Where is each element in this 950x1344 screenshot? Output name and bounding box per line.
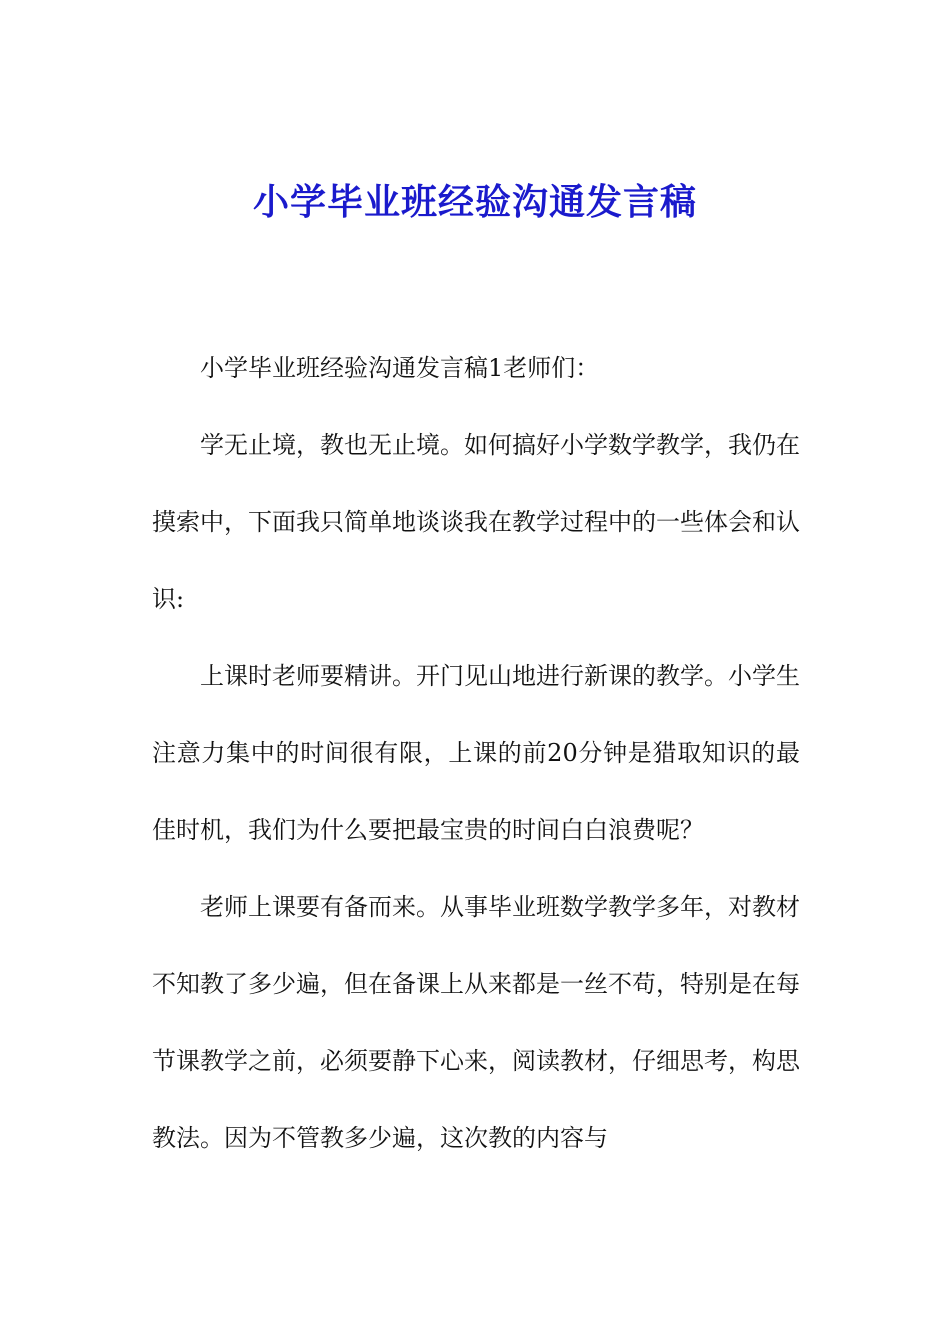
document-body (152, 330, 800, 1177)
paragraph-lecture: 上课时老师要精讲。开门见山地进行新课的教学。小学生注意力集中的时间很有限，上课的前20分钟是猎取知识的最佳时机，我们为什么要把最宝贵的时间白白浪费呢？ (152, 662, 800, 844)
paragraph-greeting: 小学毕业班经验沟通发言稿1老师们： (200, 354, 600, 382)
paragraph-preparation: 老师上课要有备而来。从事毕业班数学教学多年，对教材不知教了多少遍，但在备课上从来都是一丝不苟，特别是在每节课教学之前，必须要静下心来，阅读教材，仔细思考，构思教法。因为不管教多少遍，这次教的内容与 (152, 893, 800, 1152)
paragraph-intro: 学无止境，教也无止境。如何搞好小学数学教学，我仍在摸索中，下面我只简单地谈谈我在教学过程中的一些体会和认识: (152, 431, 800, 613)
document-title: 小学毕业班经验沟通发言稿 (252, 181, 697, 223)
